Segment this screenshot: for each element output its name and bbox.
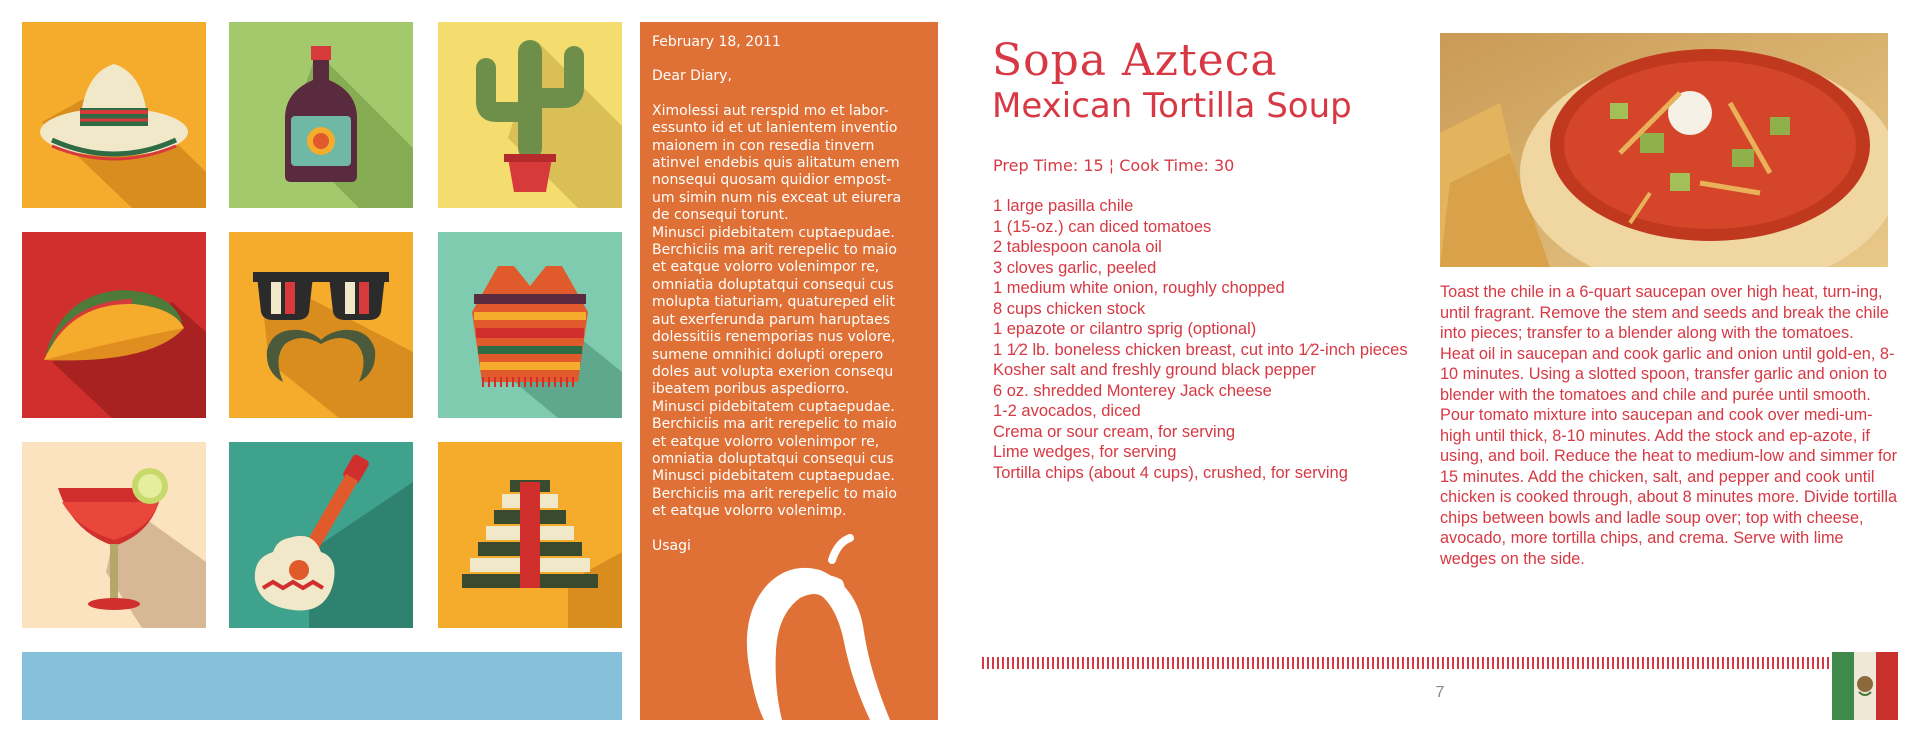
recipe-title xyxy=(992,36,1352,126)
ingredient-list xyxy=(993,196,1433,483)
pyramid-icon xyxy=(438,442,622,628)
ingredient-item: 8 cups chicken stock xyxy=(993,299,1146,318)
recipe-title-spanish: Sopa Azteca xyxy=(992,35,1278,86)
diary-signature: Usagi xyxy=(652,537,691,554)
diary-panel xyxy=(640,22,938,720)
sunglasses-mustache-icon xyxy=(229,232,413,418)
instruction-step: Heat oil in saucepan and cook garlic and onion until gold-en, 8-10 minutes. Using a slotted spoon, transfer garlic and onion to blender with the tomatoes and chile and purée until smooth. xyxy=(1440,344,1895,404)
tile-cactus xyxy=(438,22,622,208)
ingredient-item: 1 medium white onion, roughly chopped xyxy=(993,279,1285,297)
guitar-icon xyxy=(229,442,413,628)
ingredient-item: 1 1⁄2 lb. boneless chicken breast, cut into 1⁄2-inch pieces xyxy=(993,340,1408,359)
ingredient-item: 6 oz. shredded Monterey Jack cheese xyxy=(993,381,1272,400)
ingredient-item: Kosher salt and freshly ground black pepper xyxy=(993,361,1316,379)
sombrero-icon xyxy=(22,22,206,208)
tile-margarita xyxy=(22,442,206,628)
tile-guitar xyxy=(229,442,413,628)
chili-pepper-icon xyxy=(720,532,910,720)
tile-pyramid xyxy=(438,442,622,628)
blue-bar xyxy=(22,652,622,720)
tile-bottle xyxy=(229,22,413,208)
cactus-icon xyxy=(438,22,622,208)
ingredient-item: 1-2 avocados, diced xyxy=(993,402,1141,420)
taco-icon xyxy=(22,232,206,418)
tile-sombrero xyxy=(22,22,206,208)
recipe-title-english: Mexican Tortilla Soup xyxy=(992,86,1352,126)
page-number: 7 xyxy=(1435,684,1445,701)
ingredient-item: 1 (15-oz.) can diced tomatoes xyxy=(993,217,1212,236)
instruction-step: Pour tomato mixture into saucepan and cook over medi-um-high until thick, 8-10 minutes. Add the stock and ep-azote, if using, and boil. Reduce the heat to medium-low and simmer for 15 minutes. Add the chicken, salt, and pepper and cook until chicken is cooked through, about 8 minutes more. Divide tortilla chips between bowls and ladle soup over; top with cheese, avocado, more tortilla chips, and crema. Serve with lime wedges on the side. xyxy=(1440,406,1898,568)
ingredient-item: 2 tablespoon canola oil xyxy=(993,238,1162,256)
diary-body: Ximolessi aut rerspid mo et labor- essunto id et ut lanientem inventio maionem in con resedia tinvern atinvel endebis quis alitatum enem nonsequi quosam quidior empost- um simin num nis exceat ut eiurera de consequi torunt. Minusci pidebitatem cuptaepudae. Berchiciis ma arit rerepelic to maio et eatque volorro volenimpor re, omniatia doluptatqui consequi cus molupta tiaturiam, quatureped elit aut exerferunda parum haruptaes dolessitiis renemporias nus volore, sumene omnihici dolupti orepero doles aut volupta exerion consequ ibeatem poribus aspediorro. Minusci pidebitatem cuptaepudae. Berchiciis ma arit rerepelic to maio et eatque volorro volenimpor re, omniatia doluptatqui consequi cus Minusci pidebitatem cuptaepudae. Berchiciis ma arit rerepelic to maio et eatque volorro volenimp. xyxy=(652,102,902,520)
ingredient-item: 1 large pasilla chile xyxy=(993,197,1134,215)
diary-greeting: Dear Diary, xyxy=(652,68,732,85)
instruction-step: Toast the chile in a 6-quart saucepan over high heat, turn-ing, until fragrant. Remove the stem and seeds and break the chile into pieces; transfer to a blender along with the tomatoes. xyxy=(1440,283,1889,342)
diary-date: February 18, 2011 xyxy=(652,34,781,50)
ingredient-item: 3 cloves garlic, peeled xyxy=(993,258,1157,277)
tile-taco xyxy=(22,232,206,418)
instructions xyxy=(1440,282,1900,569)
mexico-flag-icon xyxy=(1832,652,1898,720)
soup-photo xyxy=(1440,33,1888,267)
tile-poncho xyxy=(438,232,622,418)
recipe-times: Prep Time: 15 ¦ Cook Time: 30 xyxy=(993,156,1235,175)
footer-stripe xyxy=(982,657,1832,669)
tile-sunglasses xyxy=(229,232,413,418)
ingredient-item: Tortilla chips (about 4 cups), crushed, for serving xyxy=(993,463,1348,482)
ingredient-item: Crema or sour cream, for serving xyxy=(993,422,1236,441)
ingredient-item: 1 epazote or cilantro sprig (optional) xyxy=(993,320,1257,338)
margarita-icon xyxy=(22,442,206,628)
bottle-icon xyxy=(229,22,413,208)
poncho-icon xyxy=(438,232,622,418)
ingredient-item: Lime wedges, for serving xyxy=(993,443,1177,461)
